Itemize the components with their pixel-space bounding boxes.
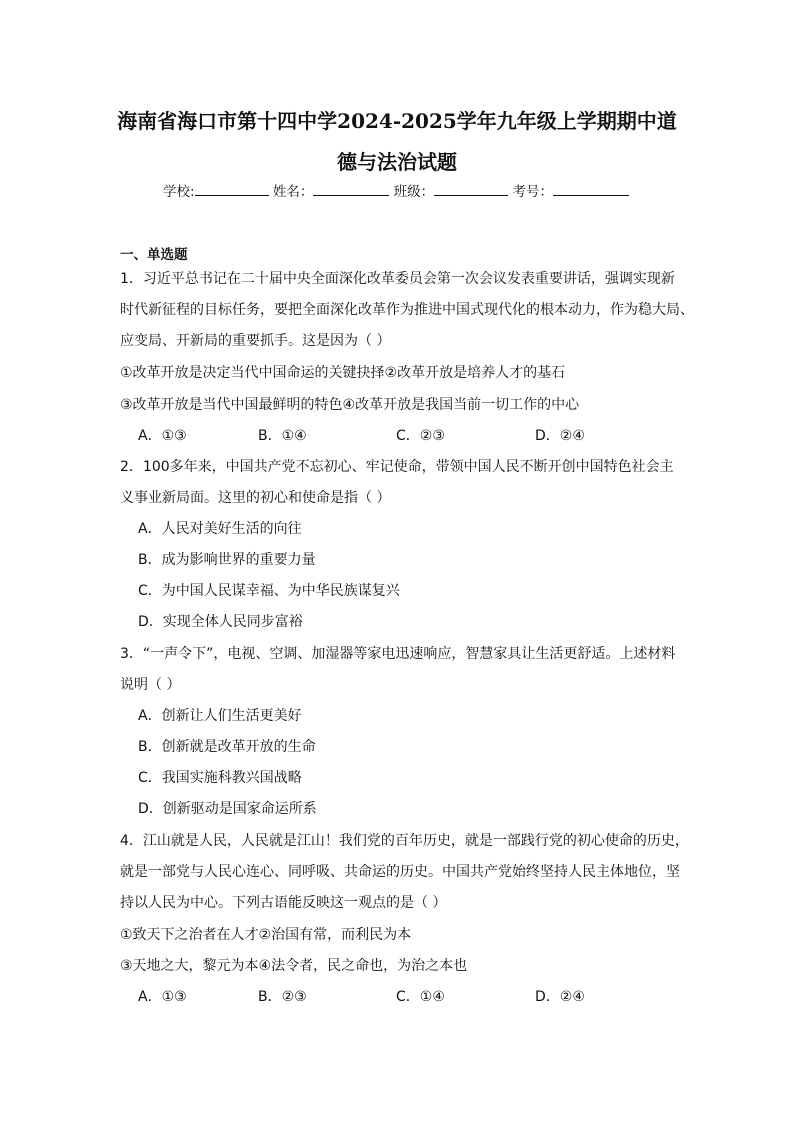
name-field[interactable] [313,181,389,196]
question-3-option-c[interactable]: C．我国实施科教兴国战略 [138,770,302,786]
question-2-option-d[interactable]: D．实现全体人民同步富裕 [138,614,303,630]
name-label: 姓名： [272,184,314,200]
question-1-option-a[interactable]: A．①③ [138,428,187,444]
student-info-row [163,180,629,200]
question-1-line-2: 时代新征程的目标任务，要把全面深化改革作为推进中国式现代化的根本动力，作为稳大局、 [120,302,694,318]
question-1-statement-2: ③改革开放是当代中国最鲜明的特色④改革开放是我国当前一切工作的中心 [120,397,580,413]
section-heading: 一、单选题 [120,247,188,263]
question-2-option-b[interactable]: B．成为影响世界的重要力量 [138,552,316,568]
exam-no-field[interactable] [553,181,629,196]
question-3-line-1: 3．“一声令下”，电视、空调、加湿器等家电迅速响应，智慧家具让生活更舒适。上述材料 [120,646,676,662]
question-3-option-b[interactable]: B．创新就是改革开放的生命 [138,739,316,755]
class-field[interactable] [434,181,508,196]
question-1-option-b[interactable]: B．①④ [258,428,307,444]
question-4-line-3: 持以人民为中心。下列古语能反映这一观点的是（ ） [120,895,447,911]
question-3-option-a[interactable]: A．创新让人们生活更美好 [138,708,302,724]
question-4-option-b[interactable]: B．②③ [258,989,307,1005]
question-1-statement-1: ①改革开放是决定当代中国命运的关键抉择②改革开放是培养人才的基石 [120,365,566,381]
exam-no-label: 考号： [512,184,553,200]
question-2-line-2: 义事业新局面。这里的初心和使命是指（ ） [120,490,391,506]
exam-title-line1: 海南省海口市第十四中学2024-2025学年九年级上学期期中道 [117,109,677,133]
question-4-option-a[interactable]: A．①③ [138,989,187,1005]
question-1-line-1: 1．习近平总书记在二十届中央全面深化改革委员会第一次会议发表重要讲话，强调实现新 [120,271,675,287]
question-4-statement-2: ③天地之大，黎元为本④法令者，民之命也，为治之本也 [120,958,468,974]
question-3-line-2: 说明（ ） [120,677,181,693]
question-1-line-3: 应变局、开新局的重要抓手。这是因为（ ） [120,333,391,349]
question-4-line-1: 4．江山就是人民，人民就是江山！我们党的百年历史，就是一部践行党的初心使命的历史， [120,833,689,849]
question-4-statement-1: ①致天下之治者在人才②治国有常，而利民为本 [120,927,412,943]
question-3-option-d[interactable]: D．创新驱动是国家命运所系 [138,801,317,817]
question-1-option-d[interactable]: D．②④ [535,428,585,444]
question-4-option-d[interactable]: D．②④ [535,989,585,1005]
school-field[interactable] [195,181,269,196]
class-label: 班级： [393,184,435,200]
exam-title-line2: 德与法治试题 [337,150,457,174]
question-4-line-2: 就是一部党与人民心连心、同呼吸、共命运的历史。中国共产党始终坚持人民主体地位，坚 [120,864,680,880]
question-2-option-a[interactable]: A．人民对美好生活的向往 [138,521,302,537]
school-label: 学校: [163,184,195,200]
question-2-option-c[interactable]: C．为中国人民谋幸福、为中华民族谋复兴 [138,583,400,599]
question-2-line-1: 2．100多年来，中国共产党不忘初心、牢记使命，带领中国人民不断开创中国特色社会主 [120,459,674,475]
question-1-option-c[interactable]: C．②③ [396,428,445,444]
question-4-option-c[interactable]: C．①④ [396,989,445,1005]
